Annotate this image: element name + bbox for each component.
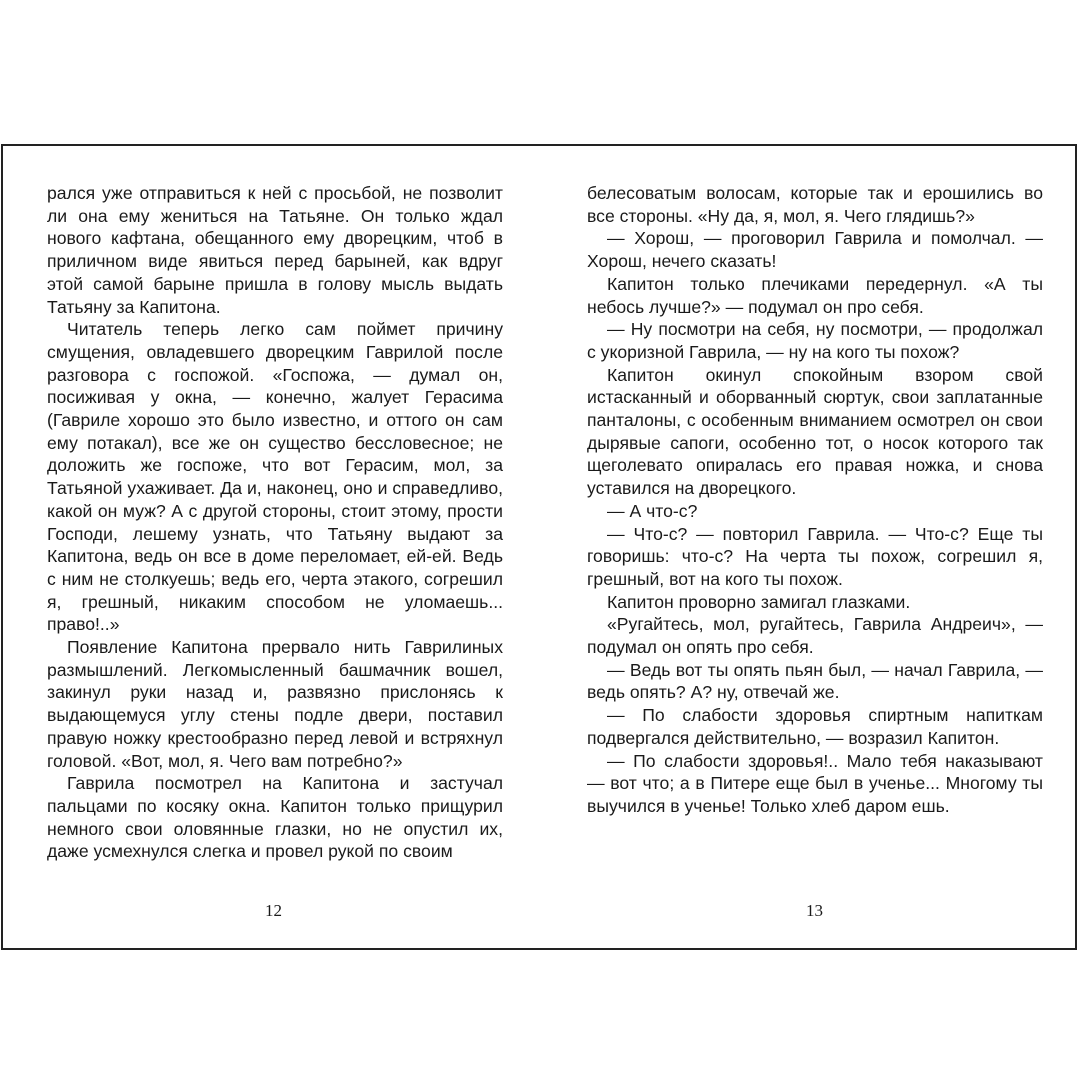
paragraph: Капитон проворно замигал глазками. [607, 591, 911, 612]
paragraph: — Ну посмотри на себя, ну посмотри, — продолжал с укоризной Гаврила, — ну на кого ты похож? [587, 319, 1043, 362]
paragraph: Появление Капитона прервало нить Гаврилиных размышлений. Легкомысленный башмачник вошел, закинул руки назад и, развязно прислонясь к выдающемуся углу стены подле двери, поставил правую ножку крестообразно перед левой и встряхнул головой. «Вот, мол, я. Чего вам потребно?» [47, 637, 503, 771]
paragraph: — По слабости здоровья спиртным напиткам подвергался действительно, — возразил Капитон. [587, 705, 1043, 748]
paragraph: — По слабости здоровья!.. Мало тебя наказывают — вот что; а в Питере еще был в ученье... Многому ты выучился в ученье! Только хлеб даром ешь. [587, 750, 1043, 816]
book-spread [1, 144, 1077, 950]
page-number-left: 12 [265, 901, 282, 920]
paragraph: — Что-с? — повторил Гаврила. — Что-с? Еще ты говоришь: что-с? На черта ты похож, согрешил я, грешный, вот на кого ты похож. [587, 523, 1043, 589]
paragraph: — Ведь вот ты опять пьян был, — начал Гаврила, — ведь опять? А? ну, отвечай же. [587, 659, 1043, 703]
paragraph: Читатель теперь легко сам поймет причину смущения, овладевшего дворецким Гаврилой после разговора с госпожой. «Госпожа, — думал он, посиживая у окна, — конечно, жалует Герасима (Гавриле хорошо это было известно, и оттого он сам ему потакал), все же он существо бессловесное; не доложить же госпоже, что вот Герасим, мол, за Татьяной ухаживает. Да и, наконец, оно и справедливо, какой он муж? А с другой стороны, стоит этому, прости Господи, лешему узнать, что Татьяну выдают за Капитона, ведь он все в доме переломает, ей-ей. Ведь с ним не столкуешь; ведь его, черта этакого, согрешил я, грешный, никаким способом не уломаешь... право!..» [47, 319, 503, 635]
right-page [587, 182, 1043, 818]
paragraph: белесоватым волосам, которые так и ерошились во все стороны. «Ну да, я, мол, я. Чего глядишь?» [587, 183, 1043, 226]
paragraph: «Ругайтесь, мол, ругайтесь, Гаврила Андреич», — подумал он опять про себя. [587, 614, 1043, 658]
paragraph: Капитон окинул спокойным взором свой истасканный и оборванный сюртук, свои заплатанные панталоны, с особенным вниманием осмотрел он свои дырявые сапоги, особенно тот, о носок которого так щеголевато опиралась его правая ножка, и снова уставился на дворецкого. [587, 364, 1043, 499]
paragraph: Капитон только плечиками передернул. «А ты небось лучше?» — подумал он про себя. [587, 273, 1043, 317]
paragraph: — А что-с? [607, 500, 698, 521]
paragraph: Гаврила посмотрел на Капитона и застучал пальцами по косяку окна. Капитон только прищурил немного свои оловянные глазки, но не опустил их, даже усмехнулся слегка и провел рукой по своим [47, 773, 503, 862]
left-page [47, 182, 503, 863]
paragraph: — Хорош, — проговорил Гаврила и помолчал. — Хорош, нечего сказать! [587, 228, 1043, 272]
page-number-right: 13 [806, 901, 823, 920]
paragraph: рался уже отправиться к ней с просьбой, не позволит ли она ему жениться на Татьяне. Он только ждал нового кафтана, обещанного ему дворецким, чтоб в приличном виде явиться перед барыней, как вдруг этой самой барыне пришла в голову мысль выдать Татьяну за Капитона. [47, 183, 503, 317]
